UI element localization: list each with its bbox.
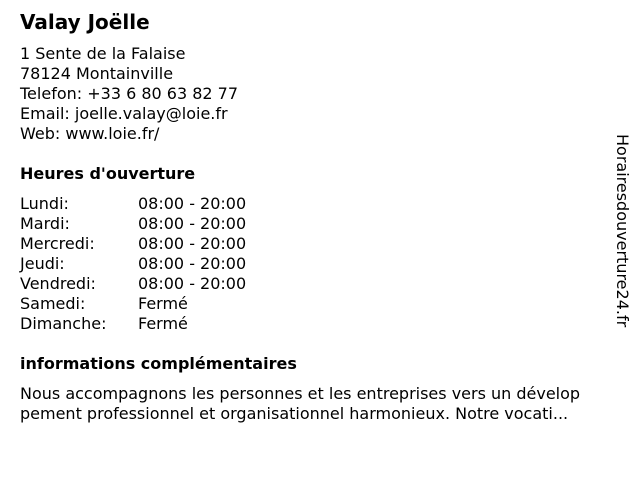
- email-address: Email: joelle.valay@loie.fr: [20, 104, 228, 123]
- website-url: Web: www.loie.fr/: [20, 124, 160, 143]
- time-value: 08:00 - 20:00: [138, 214, 247, 233]
- business-name: Valay Joëlle: [20, 10, 150, 34]
- opening-hours-heading: Heures d'ouverture: [20, 164, 196, 183]
- time-value: 08:00 - 20:00: [138, 194, 247, 213]
- additional-info-heading: informations complémentaires: [20, 354, 297, 373]
- time-value: Fermé: [138, 314, 188, 333]
- day-label: Samedi:: [20, 294, 86, 313]
- time-value: Fermé: [138, 294, 188, 313]
- day-label: Mardi:: [20, 214, 70, 233]
- description-text: [20, 384, 620, 424]
- street-address: 1 Sente de la Falaise: [20, 44, 186, 63]
- day-label: Vendredi:: [20, 274, 96, 293]
- time-value: 08:00 - 20:00: [138, 234, 247, 253]
- site-watermark: Horairesdouverture24.fr: [613, 134, 632, 328]
- day-label: Jeudi:: [20, 254, 65, 273]
- description-line: pement professionnel et organisationnel harmonieux. Notre vocati...: [20, 404, 569, 423]
- description-line: Nous accompagnons les personnes et les entreprises vers un dévelop: [20, 384, 581, 403]
- day-label: Dimanche:: [20, 314, 107, 333]
- time-value: 08:00 - 20:00: [138, 254, 247, 273]
- day-label: Mercredi:: [20, 234, 95, 253]
- phone-number: Telefon: +33 6 80 63 82 77: [20, 84, 239, 103]
- time-value: 08:00 - 20:00: [138, 274, 247, 293]
- postal-city: 78124 Montainville: [20, 64, 174, 83]
- day-label: Lundi:: [20, 194, 69, 213]
- contact-block: [20, 44, 238, 144]
